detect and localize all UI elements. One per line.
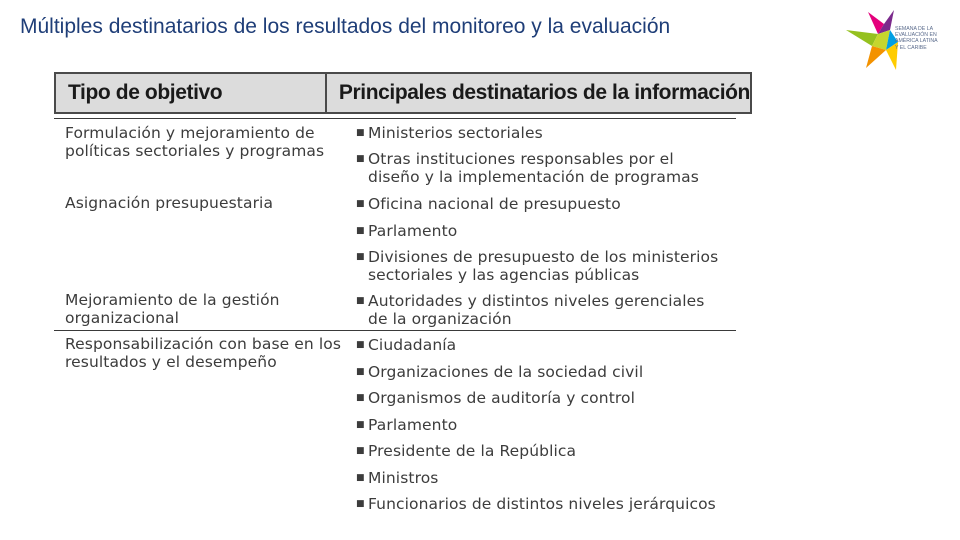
recipients-cell [356,195,741,284]
row-divider [54,118,736,119]
recipient-text: Organizaciones de la sociedad civil [368,362,644,381]
objective-cell: Formulación y mejoramiento de políticas sectoriales y programas [65,124,325,160]
recipient-item [356,150,741,186]
recipient-text: Otras instituciones responsables por el diseño y la implementación de programas [368,150,699,186]
recipient-item [356,389,741,416]
bullet-icon: ■ [356,393,365,403]
bullet-icon: ■ [356,499,365,509]
recipient-item [356,292,741,328]
row-divider [54,330,736,331]
recipient-item [356,336,741,363]
bullet-icon: ■ [356,340,365,350]
bullet-icon: ■ [356,366,365,377]
header-recipients: Principales destinatarios de la información [338,81,750,104]
recipient-text: Ciudadanía [368,336,457,354]
recipient-item [356,469,741,496]
objective-cell: Responsabilización con base en los resultados y el desempeño [65,335,342,371]
bullet-icon: ■ [356,128,365,138]
recipient-text: Parlamento [368,222,458,240]
objective-cell: Mejoramiento de la gestión organizacional [65,291,280,327]
recipients-cell [356,292,741,328]
objective-cell: Asignación presupuestaria [65,194,274,212]
recipients-cell [356,124,741,186]
slide-title: Múltiples destinatarios de los resultados del monitoreo y la evaluación [20,15,671,38]
recipient-text: Organismos de auditoría y control [368,389,635,407]
bullet-icon: ■ [356,419,365,430]
recipient-item [356,248,741,284]
logo-line: EVALUACIÓN EN [895,32,937,39]
header-objective-type: Tipo de objetivo [56,74,327,112]
bullet-icon: ■ [356,472,365,483]
bullet-icon: ■ [356,296,365,306]
recipient-text: Funcionarios de distintos niveles jerárquicos [368,495,716,513]
logo-text [895,26,943,51]
recipient-text: Divisiones de presupuesto de los ministerios sectoriales y las agencias públicas [368,248,719,284]
recipient-item [356,442,741,469]
recipient-text: Parlamento [368,415,458,434]
recipient-text: Presidente de la República [368,442,577,460]
recipient-item [356,222,741,248]
logo-line: SEMANA DE LA [895,26,934,32]
recipient-text: Ministerios sectoriales [368,124,543,142]
bullet-icon: ■ [356,154,365,164]
recipient-item [356,195,741,222]
recipient-item [356,363,741,390]
recipient-text: Autoridades y distintos niveles gerenciales de la organización [368,292,705,328]
bullet-icon: ■ [356,226,365,236]
logo-line: AMÉRICA LATINA [895,38,938,45]
recipient-item [356,495,741,513]
table-header [54,72,752,114]
logo-line: Y EL CARIBE [895,44,927,51]
bullet-icon: ■ [356,252,365,262]
bullet-icon: ■ [356,446,365,456]
recipient-item [356,416,741,443]
recipients-cell [356,336,741,513]
recipient-text: Oficina nacional de presupuesto [368,195,621,213]
recipient-text: Ministros [368,468,439,487]
bullet-icon: ■ [356,199,365,209]
recipient-item [356,124,741,150]
